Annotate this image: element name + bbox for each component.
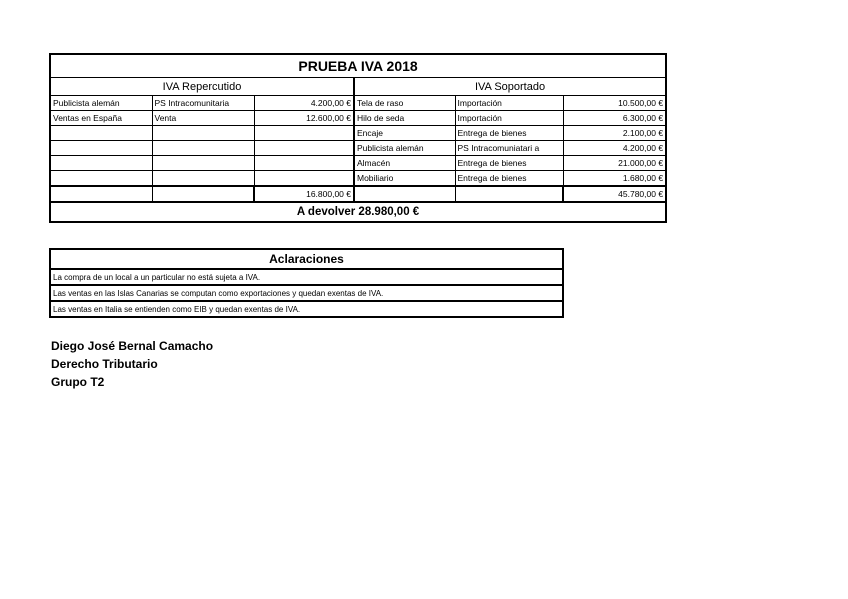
repercutido-cell [254, 171, 354, 187]
repercutido-cell [50, 126, 152, 141]
repercutido-total: 16.800,00 € [254, 186, 354, 202]
table-cell [354, 186, 455, 202]
list-item [50, 301, 563, 317]
soportado-cell: Publicista alemán [354, 141, 455, 156]
soportado-cell: Almacén [354, 156, 455, 171]
soportado-cell: 2.100,00 € [563, 126, 666, 141]
note-text: Las ventas en las Islas Canarias se computan como exportaciones y quedan exentas de IVA. [50, 285, 563, 301]
repercutido-cell [50, 141, 152, 156]
soportado-cell: Importación [455, 111, 563, 126]
note-text: La compra de un local a un particular no está sujeta a IVA. [50, 269, 563, 285]
author-group: Grupo T2 [51, 375, 105, 389]
repercutido-cell [254, 141, 354, 156]
author-block [51, 337, 213, 391]
repercutido-heading: IVA Repercutido [50, 78, 354, 96]
repercutido-cell [152, 126, 254, 141]
repercutido-cell [152, 156, 254, 171]
soportado-cell: 4.200,00 € [563, 141, 666, 156]
soportado-cell: 1.680,00 € [563, 171, 666, 187]
soportado-cell: 21.000,00 € [563, 156, 666, 171]
table-row [50, 96, 666, 111]
table-row [50, 171, 666, 187]
repercutido-cell [50, 156, 152, 171]
repercutido-cell [152, 141, 254, 156]
author-name: Diego José Bernal Camacho [51, 339, 214, 353]
notes-title: Aclaraciones [50, 249, 563, 269]
table-title: PRUEBA IVA 2018 [50, 54, 666, 78]
repercutido-cell: Venta [152, 111, 254, 126]
iva-table [49, 53, 667, 223]
soportado-cell: Entrega de bienes [455, 171, 563, 187]
table-cell [152, 186, 254, 202]
repercutido-cell: 12.600,00 € [254, 111, 354, 126]
soportado-cell: Importación [455, 96, 563, 111]
table-cell [455, 186, 563, 202]
soportado-cell: 10.500,00 € [563, 96, 666, 111]
soportado-cell: Mobiliario [354, 171, 455, 187]
result-row: A devolver 28.980,00 € [50, 202, 666, 222]
repercutido-cell: PS Intracomunitaria [152, 96, 254, 111]
soportado-cell: PS Intracomuniatari a [455, 141, 563, 156]
list-item [50, 269, 563, 285]
soportado-cell: Entrega de bienes [455, 126, 563, 141]
repercutido-cell [254, 126, 354, 141]
table-cell [50, 186, 152, 202]
soportado-cell: Tela de raso [354, 96, 455, 111]
table-row [50, 111, 666, 126]
repercutido-cell [152, 171, 254, 187]
note-text: Las ventas en Italia se entienden como EIB y quedan exentas de IVA. [50, 301, 563, 317]
notes-rows [50, 269, 563, 317]
table-row [50, 156, 666, 171]
repercutido-cell: 4.200,00 € [254, 96, 354, 111]
repercutido-cell: Publicista alemán [50, 96, 152, 111]
soportado-cell: Entrega de bienes [455, 156, 563, 171]
repercutido-cell [254, 156, 354, 171]
author-subject: Derecho Tributario [51, 357, 158, 371]
soportado-cell: 6.300,00 € [563, 111, 666, 126]
soportado-cell: Hilo de seda [354, 111, 455, 126]
soportado-heading: IVA Soportado [354, 78, 666, 96]
list-item [50, 285, 563, 301]
notes-table [49, 248, 564, 318]
repercutido-cell: Ventas en España [50, 111, 152, 126]
repercutido-cell [50, 171, 152, 187]
table-row [50, 126, 666, 141]
soportado-cell: Encaje [354, 126, 455, 141]
iva-rows [50, 96, 666, 187]
soportado-total: 45.780,00 € [563, 186, 666, 202]
totals-row [50, 186, 666, 202]
table-row [50, 141, 666, 156]
